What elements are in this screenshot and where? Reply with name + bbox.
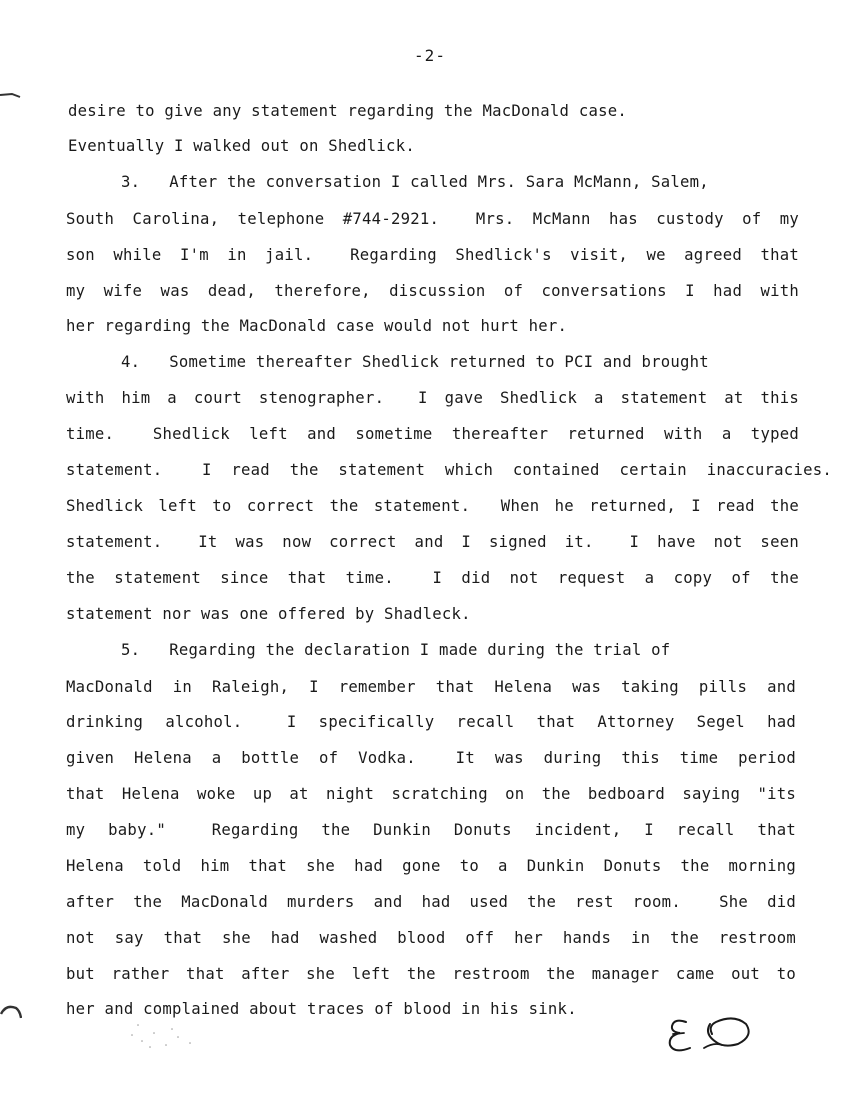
- body-line: my wife was dead, therefore, discussion of conversations I had with: [66, 282, 799, 300]
- body-line: my baby." Regarding the Dunkin Donuts incident, I recall that: [66, 821, 796, 839]
- body-line: not say that she had washed blood off her hands in the restroom: [66, 929, 796, 947]
- body-line: time. Shedlick left and sometime thereafter returned with a typed: [66, 425, 799, 443]
- body-line: Eventually I walked out on Shedlick.: [68, 137, 415, 155]
- body-line: after the MacDonald murders and had used the rest room. She did: [66, 893, 796, 911]
- scan-mark-top-left: [0, 88, 24, 104]
- paragraph-4-start: 4. Sometime thereafter Shedlick returned to PCI and brought: [121, 353, 709, 371]
- body-line: given Helena a bottle of Vodka. It was during this time period: [66, 749, 796, 767]
- initials-signature: [664, 1012, 764, 1056]
- body-line: MacDonald in Raleigh, I remember that Helena was taking pills and: [66, 678, 796, 696]
- body-line: statement. I read the statement which contained certain inaccuracies.: [66, 461, 832, 479]
- paragraph-3-start: 3. After the conversation I called Mrs. Sara McMann, Salem,: [121, 173, 709, 191]
- body-line: drinking alcohol. I specifically recall that Attorney Segel had: [66, 713, 796, 731]
- body-line: that Helena woke up at night scratching on the bedboard saying "its: [66, 785, 796, 803]
- body-line: South Carolina, telephone #744-2921. Mrs. McMann has custody of my: [66, 210, 799, 228]
- body-line: her regarding the MacDonald case would not hurt her.: [66, 317, 568, 335]
- body-line: statement nor was one offered by Shadleck.: [66, 605, 471, 623]
- body-line: her and complained about traces of blood in his sink.: [66, 1000, 577, 1018]
- scan-speckle: [120, 985, 220, 1055]
- body-line: Helena told him that she had gone to a Dunkin Donuts the morning: [66, 857, 796, 875]
- body-line: desire to give any statement regarding the MacDonald case.: [68, 102, 628, 120]
- body-line: with him a court stenographer. I gave Shedlick a statement at this: [66, 389, 799, 407]
- page-number: -2-: [414, 46, 446, 65]
- paragraph-5-start: 5. Regarding the declaration I made during the trial of: [121, 641, 671, 659]
- body-line: statement. It was now correct and I signed it. I have not seen: [66, 533, 799, 551]
- body-line: the statement since that time. I did not request a copy of the: [66, 569, 799, 587]
- body-line: but rather that after she left the restroom the manager came out to: [66, 965, 796, 983]
- body-line: son while I'm in jail. Regarding Shedlick's visit, we agreed that: [66, 246, 799, 264]
- body-line: Shedlick left to correct the statement. When he returned, I read the: [66, 497, 799, 515]
- scan-mark-bottom-left: [0, 1000, 22, 1022]
